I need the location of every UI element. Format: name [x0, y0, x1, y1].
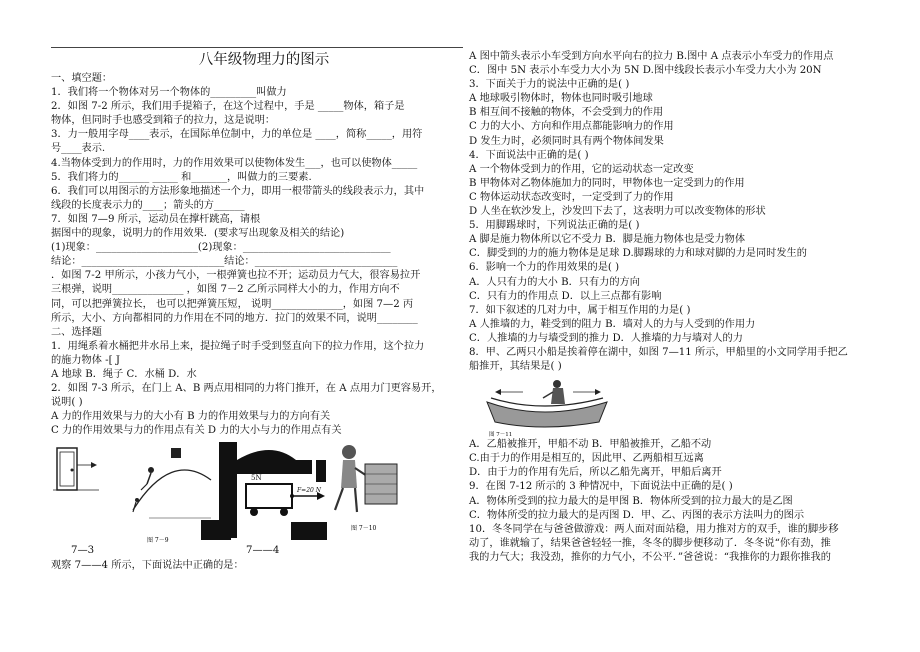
right-text-line: C 力的大小、方向和作用点都能影响力的作用: [469, 121, 674, 133]
right-text-line: C．图中 5N 表示小车受力大小为 5N D.图中线段长表示小车受力大小为 20N: [469, 65, 822, 77]
page-title: 八年级物理力的图示: [198, 52, 330, 68]
right-text-line: A．物体所受到的拉力最大的是甲图 B．物体所受到的拉力最大的是乙图: [469, 495, 793, 507]
right-text-block-top: [469, 50, 889, 374]
left-text-line: 说明( ): [51, 397, 83, 409]
right-text-line: A 地球吸引物体时，物体也同时吸引地球: [469, 93, 653, 105]
right-text-line: 船推开，其结果是( ): [469, 361, 562, 373]
right-text-line: A 脚是施力物体所以它不受力 B．脚是施力物体也是受力物体: [469, 234, 746, 246]
left-text-line: 2．如图 7-2 所示，我们用手提箱子，在这个过程中，手是 _____物体，箱子是: [51, 101, 405, 113]
right-text-line: 3．下面关于力的说法中正确的是( ): [469, 79, 630, 91]
fig-7-3-label: 7—3: [71, 545, 95, 557]
right-text-line: C.由于力的作用是相互的，因此甲、乙两船相互远离: [469, 453, 704, 465]
fig-7-4-label: 7——4: [246, 545, 280, 557]
left-text-line: 5．我们将力的______ _____ 和_______，叫做力的三要素.: [51, 171, 312, 183]
left-text-line: 所示，大小、方向都相同的力作用在不同的地方．拉门的效果不同，说明________: [51, 312, 418, 324]
right-text-block-bottom: [469, 438, 889, 565]
right-text-line: A 图中箭头表示小车受到方向水平向右的拉力 B.图中 A 点表示小车受力的作用点: [469, 51, 834, 62]
right-text-line: A．人只有力的大小 B．只有力的方向: [469, 276, 640, 288]
left-text-line: 三根弹，说明______________ ，如图 7－2 乙所示同样大小的力，作用方向不: [51, 284, 400, 296]
right-text-line: A 一个物体受到力的作用，它的运动状态一定改变: [469, 163, 694, 175]
left-text-line: 一、填空题：: [51, 73, 113, 84]
left-text-line: 3．力一般用字母____表示，在国际单位制中，力的单位是 ____，简称_____，用符: [51, 129, 423, 141]
right-text-line: 8．甲、乙两只小船是挨着停在湖中，如图 7—11 所示，甲船里的小文同学用手把乙: [469, 346, 848, 358]
figure-labels: [51, 544, 463, 558]
left-text-line: 4.当物体受到力的作用时，力的作用效果可以使物体发生___，也可以使物体_____: [51, 157, 418, 169]
right-text-line: A．乙船被推开，甲船不动 B．甲船被推开，乙船不动: [469, 439, 712, 451]
right-text-line: C．物体所受的拉力最大的是丙图 D．甲、乙、丙图的表示方法叫力的图示: [469, 509, 805, 521]
right-text-line: 10．冬冬同学在与爸爸做游戏：两人面对面站稳，用力推对方的双手，谁的脚步移: [469, 523, 839, 535]
left-text-line: (1)现象：____________________(2)现象：_____________________________: [51, 242, 391, 254]
left-text-line: 线段的长度表示力的____；箭头的方______: [51, 199, 245, 211]
boy-box-figure: [335, 445, 397, 532]
left-text-block: [51, 72, 463, 438]
right-text-line: 7．如下叙述的几对力中，属于相互作用的力是( ): [469, 304, 691, 316]
left-text-line: 6．我们可以用图示的方法形象地描述一个力，即用一根带箭头的线段表示力，其中: [51, 185, 425, 197]
fig-7-9-caption: 图 7－9: [147, 537, 169, 545]
right-text-line: 4．下面说法中正确的是( ): [469, 149, 589, 161]
right-text-line: C．脚受到的力的施力物体是足球 D.脚踢球的力和球对脚的力是同时发生的: [469, 248, 807, 260]
left-text-line: 7．如图 7—9 所示，运动员在撑杆跳高，请根: [51, 213, 261, 225]
fig-7-10-caption: 图 7－10: [351, 525, 377, 533]
figures-row: [51, 440, 463, 544]
right-text-line: 动了，谁就输了，结果爸爸轻轻一推，冬冬的脚步便移动了．冬冬说“你有劲，推: [469, 537, 831, 549]
right-text-line: 6．影响一个力的作用效果的是( ): [469, 262, 620, 274]
right-text-line: A 人推墙的力，鞋受到的阻力 B．墙对人的力与人受到的作用力: [469, 318, 756, 330]
left-last-line: 观察 7——4 所示，下面说法中正确的是：: [51, 559, 244, 571]
right-text-line: B 甲物体对乙物体施加力的同时，甲物体也一定受到力的作用: [469, 177, 745, 189]
right-text-line: 我的力气大；我没劲，推你的力气小，不公平．”爸爸说：“我推你的力跟你推我的: [469, 551, 831, 563]
right-text-line: C 物体运动状态改变时，一定受到了力的作用: [469, 191, 674, 203]
left-text-line: 二、选择题: [51, 326, 102, 338]
right-text-line: C．只有力的作用点 D．以上三点都有影响: [469, 290, 662, 302]
cart-figure: [201, 442, 327, 540]
left-text-line: A 力的作用效果与力的大小有 B 力的作用效果与力的方向有关: [51, 411, 331, 423]
right-text-line: B 相互间不接触的物体，不会受到力的作用: [469, 107, 664, 119]
right-text-line: 5．用脚踢球时，下列说法正确的是( ): [469, 220, 640, 232]
left-text-line: 1．用绳系着水桶把井水吊上来，提拉绳子时手受到竖直向下的拉力作用，这个拉力: [51, 340, 425, 352]
left-text-line: 1．我们将一个物体对另一个物体的_________叫做力: [51, 87, 287, 99]
fig-7-4-force: F=20 N: [297, 487, 321, 495]
pole-vault-figure: [133, 448, 211, 544]
right-text-line: D．由于力的作用有先后，所以乙船先离开，甲船后离开: [469, 467, 722, 479]
left-text-line: C 力的作用效果与力的作用点有关 D 力的大小与力的作用点有关: [51, 425, 342, 437]
right-text-line: 9．在图 7-12 所示的 3 种情况中，下面说法中正确的是( ): [469, 481, 733, 493]
left-text-line: A 地球 B．绳子 C．水桶 D．水: [51, 368, 197, 380]
left-text-line: 号____表示.: [51, 143, 106, 155]
left-text-line: 2．如图 7-3 所示，在门上 A、B 两点用相同的力将门推开，在 A 点用力门更容易开，: [51, 383, 442, 395]
right-text-line: D 发生力时，必须同时具有两个物体间发果: [469, 135, 664, 147]
right-text-line: C．人推墙的力与墙受到的推力 D．人推墙的力与墙对人的力: [469, 332, 743, 344]
left-text-line: 据图中的现象，说明力的作用效果．(要求写出现象及相关的结论): [51, 228, 345, 240]
figures-7-3-7-4-7-9-7-10: [51, 440, 463, 544]
right-column: [469, 50, 889, 565]
left-column: [51, 50, 463, 573]
boat-figure-svg: [483, 374, 613, 438]
door-figure: [53, 448, 99, 490]
right-text-line: D 人坐在软沙发上，沙发凹下去了，这表明力可以改变物体的形状: [469, 206, 766, 218]
boat-figure: [469, 374, 889, 438]
fig-7-4-scale: 5N: [251, 474, 262, 483]
left-text-line: 物体，但同时手也感受到箱子的拉力，这是说明：: [51, 115, 276, 127]
fig-7-11-caption: 图 7－11: [489, 432, 513, 439]
left-text-line: 同，可以把弹簧拉长， 也可以把弹簧压短， 说明______________，如图 7—2 丙: [51, 298, 414, 310]
left-text-line: 的施力物体 -[ J: [51, 354, 120, 366]
header-rule: [51, 47, 463, 48]
left-text-line: 结论：____________________________结论：____________________________: [51, 256, 398, 268]
left-text-line: ．如图 7-2 甲所示，小孩力气小，一根弹簧也拉不开；运动员力气大，很容易拉开: [51, 270, 421, 282]
